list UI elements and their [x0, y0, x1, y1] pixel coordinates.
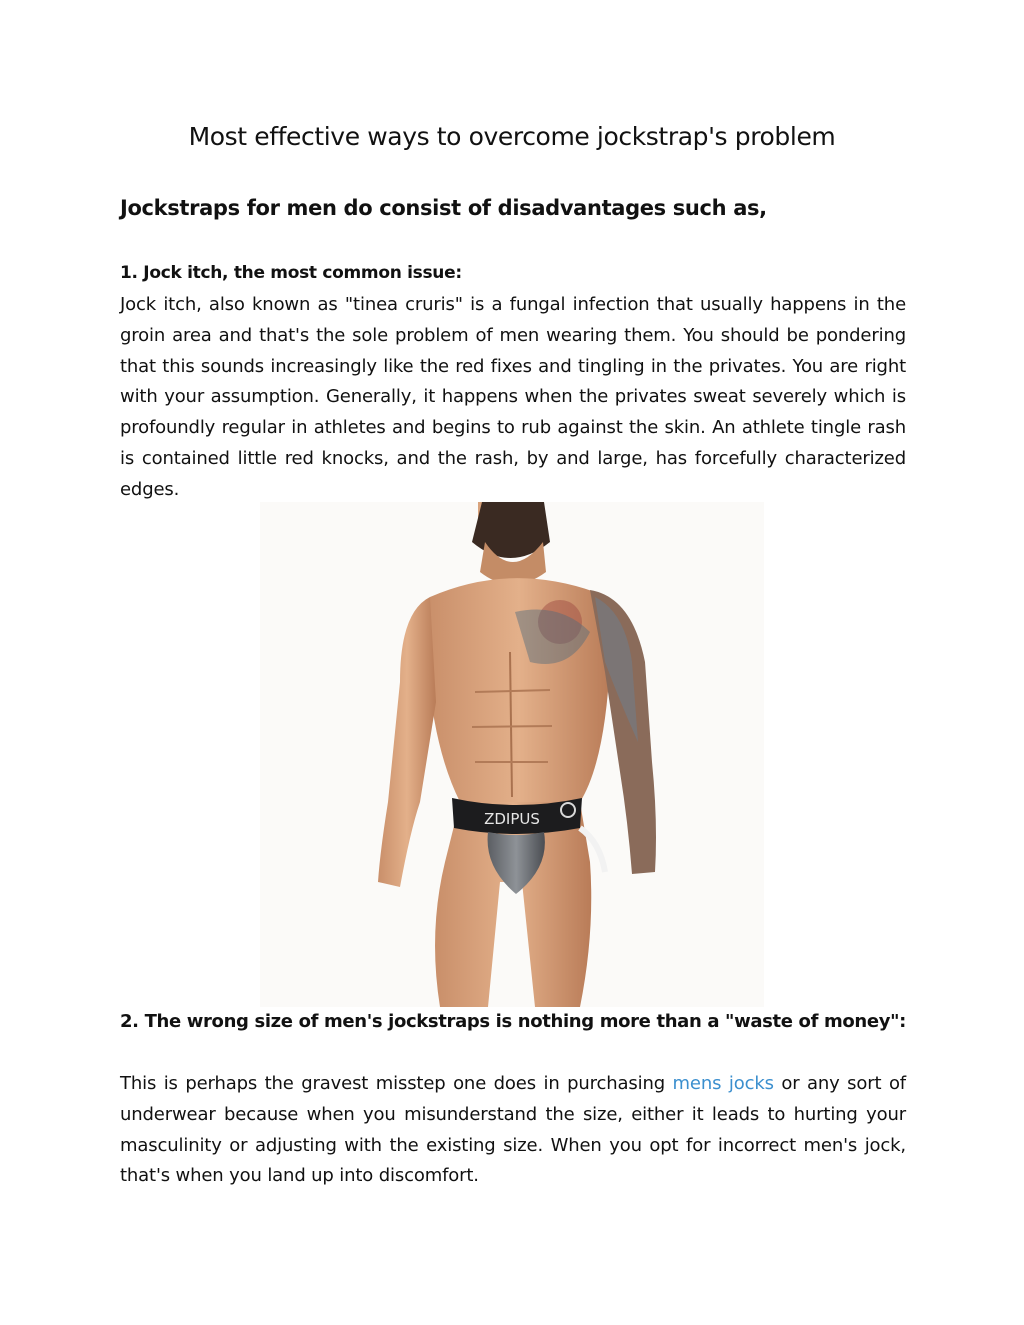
- intro-heading: Jockstraps for men do consist of disadvantages such as,: [120, 196, 767, 220]
- section-2-heading: 2. The wrong size of men's jockstraps is nothing more than a "waste of money":: [120, 1011, 906, 1032]
- mens-jocks-link[interactable]: mens jocks: [672, 1073, 774, 1094]
- waistband-text: ZDIPUS: [484, 810, 540, 828]
- section-2-text-before-link: This is perhaps the gravest misstep one does in purchasing: [120, 1073, 673, 1094]
- section-2-body: [120, 1069, 906, 1192]
- section-2-text-after-link: or any sort of underwear because when you misunderstand the size, either it leads to hurting your masculinity or adjusting with the existing size. When you opt for incorrect men's jock, that's when you land up into discomfort.: [120, 1073, 906, 1187]
- product-photo: [260, 502, 764, 1007]
- model-illustration: [260, 502, 764, 1007]
- section-1-heading: 1. Jock itch, the most common issue:: [120, 263, 462, 283]
- section-1-body: Jock itch, also known as "tinea cruris" is a fungal infection that usually happens in the groin area and that's the sole problem of men wearing them. You should be pondering that this sounds increasingly like the red fixes and tingling in the privates. You are right with your assumption. Generally, it happens when the privates sweat severely which is profoundly regular in athletes and begins to rub against the skin. An athlete tingle rash is contained little red knocks, and the rash, by and large, has forcefully characterized edges.: [120, 294, 906, 500]
- page-title: Most effective ways to overcome jockstrap's problem: [188, 122, 836, 151]
